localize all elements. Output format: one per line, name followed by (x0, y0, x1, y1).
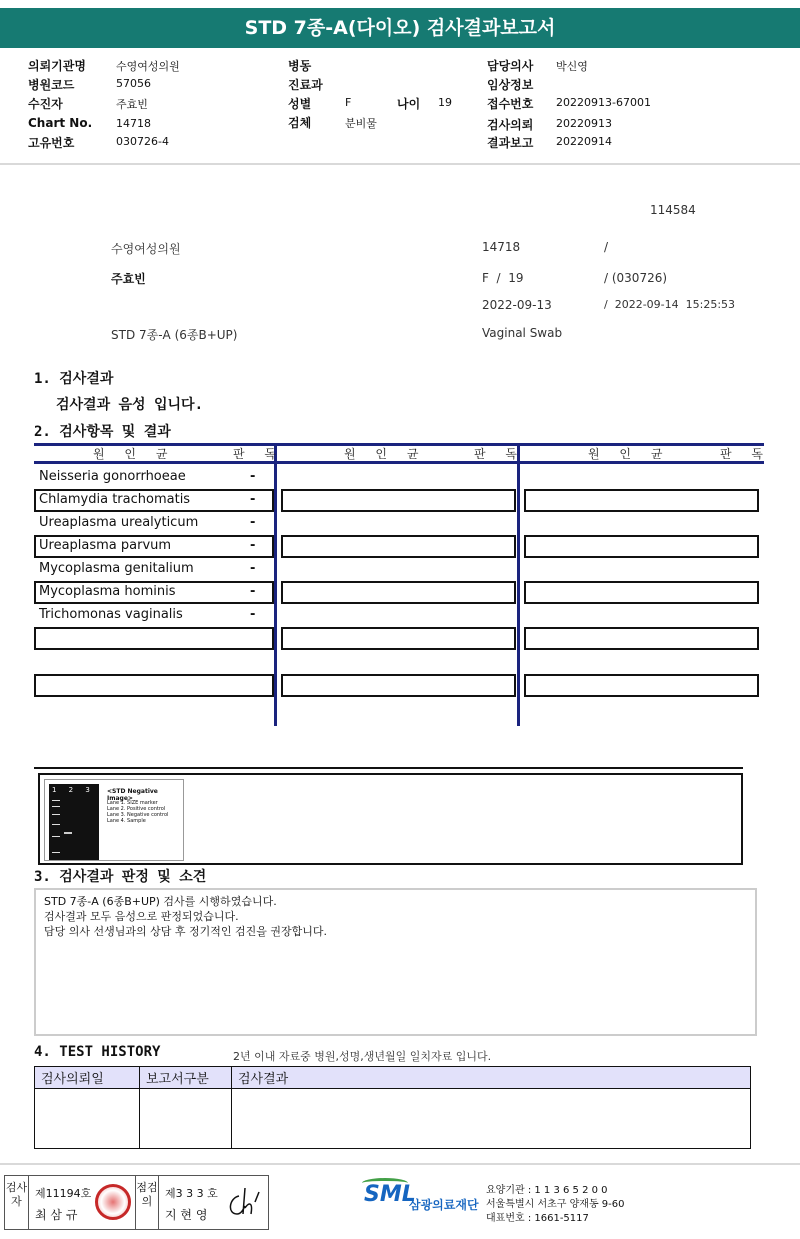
gel-lanes-panel (49, 784, 112, 860)
history-col-date: 검사의뢰일 (35, 1067, 140, 1089)
gel-legend (107, 800, 168, 824)
organism-result: - (250, 515, 256, 530)
footer-divider (0, 1163, 800, 1165)
age-value: 19 (438, 96, 452, 109)
section1-result-text: 검사결과 음성 입니다. (56, 397, 204, 413)
organism-result: - (250, 584, 256, 599)
col1-result-header: 판 독 (233, 447, 284, 461)
marker-band (52, 800, 60, 801)
header-field-value: 20220914 (556, 135, 612, 148)
report-title: STD 7종-A(다이오) 검사결과보고서 (0, 8, 800, 48)
control-band (64, 832, 72, 834)
report-patient-id: / (030726) (604, 271, 668, 285)
gel-legend-line: Lane 2. Positive control (107, 806, 166, 812)
report-chart: 14718 (482, 240, 521, 254)
gel-top-rule (34, 767, 743, 769)
empty-result-box (524, 674, 759, 697)
header-field-label: 의뢰기관명 (28, 59, 86, 73)
marker-band (52, 824, 60, 825)
tester-license-no: 제11194호 (35, 1187, 92, 1200)
header-field-value: 57056 (116, 77, 151, 90)
gel-lane-numbers: 1 2 3 4 (52, 786, 112, 794)
marker-band (52, 806, 60, 807)
organism-name: Mycoplasma hominis (39, 584, 176, 599)
approver-license-no: 제3 3 3 호 (165, 1187, 218, 1200)
report-patient: 주효빈 (111, 272, 146, 286)
marker-band (52, 852, 60, 853)
report-specimen: Vaginal Swab (482, 326, 563, 340)
sml-logo (364, 1182, 416, 1207)
report-test-name: STD 7종-A (6종B+UP) (111, 328, 238, 342)
header-field-label: 성별 (288, 97, 312, 111)
header-field-value: 14718 (116, 117, 151, 130)
section3-title: 3. 검사결과 판정 및 소견 (34, 869, 207, 885)
empty-result-box (524, 581, 759, 604)
opinion-line: STD 7종-A (6종B+UP) 검사를 시행하였습니다. (44, 895, 277, 908)
gel-image (44, 779, 184, 861)
gel-legend-line: Lane 1. SIZE marker (107, 800, 158, 806)
age-label: 나이 (397, 97, 421, 111)
organism-result: - (250, 607, 256, 622)
grid-divider-1 (274, 443, 277, 726)
header-field-label: 병원코드 (28, 78, 75, 92)
organism-name: Neisseria gonorrhoeae (39, 469, 186, 484)
report-slash: / (604, 240, 609, 254)
organism-name: Trichomonas vaginalis (39, 607, 183, 622)
opinion-box (34, 888, 757, 1036)
header-field-label: 접수번호 (487, 97, 534, 111)
header-field-label: Chart No. (28, 116, 93, 130)
gel-legend-line: Lane 3. Negative control (107, 812, 169, 818)
tester-name: 최 삼 규 (35, 1208, 78, 1222)
empty-result-box (524, 627, 759, 650)
empty-result-box (34, 674, 274, 697)
empty-result-box (281, 489, 516, 512)
report-reported-datetime: / 2022-09-14 15:25:53 (604, 298, 736, 311)
header-field-label: 결과보고 (487, 136, 534, 150)
section2-title: 2. 검사항목 및 결과 (34, 424, 171, 440)
organism-name: Ureaplasma parvum (39, 538, 172, 553)
header-field-value: F (345, 96, 352, 109)
section4-title: 4. TEST HISTORY (34, 1044, 161, 1060)
history-col-type: 보고서구분 (140, 1067, 232, 1089)
opinion-line: 담당 의사 선생님과의 상담 후 정기적인 검진을 권장합니다. (44, 925, 327, 938)
report-sex-age: F / 19 (482, 271, 524, 285)
address-block (486, 1184, 625, 1226)
gel-image-frame (38, 773, 743, 865)
history-table (34, 1066, 751, 1149)
tester-label: 검사자 (5, 1176, 29, 1229)
tester-seal-icon (95, 1184, 131, 1220)
empty-result-box (524, 489, 759, 512)
grid-divider-2 (517, 443, 520, 726)
col2-organism-header: 원 인 균 (344, 447, 427, 461)
logo-swoosh-icon (362, 1178, 408, 1188)
header-field-value: 수영여성의원 (116, 60, 180, 73)
org-name: 삼광의료재단 (409, 1198, 479, 1212)
header-field-value: 주효빈 (116, 98, 148, 111)
signature-box (4, 1175, 269, 1230)
gel-legend-line: Lane 4. Sample (107, 818, 146, 824)
col1-organism-header: 원 인 균 (93, 447, 176, 461)
report-hospital: 수영여성의원 (111, 242, 181, 256)
section4-note: 2년 이내 자료중 병원,성명,생년월일 일치자료 입니다. (233, 1050, 492, 1063)
organism-result: - (250, 492, 256, 507)
organism-result: - (250, 469, 256, 484)
gel-image-title: <STD Negative Image> (107, 788, 158, 802)
report-received-date: 2022-09-13 (482, 298, 552, 312)
header-field-label: 수진자 (28, 97, 63, 111)
empty-result-box (34, 627, 274, 650)
marker-band (52, 836, 60, 837)
address-line: 대표번호 : 1661-5117 (486, 1213, 589, 1224)
empty-result-box (281, 674, 516, 697)
empty-result-box (524, 535, 759, 558)
header-field-label: 검사의뢰 (487, 118, 534, 132)
marker-band (52, 814, 60, 815)
header-field-value: 030726-4 (116, 135, 169, 148)
organism-result: - (250, 561, 256, 576)
empty-result-box (281, 535, 516, 558)
history-header-row (35, 1067, 751, 1089)
header-field-label: 병동 (288, 59, 312, 73)
empty-result-box (281, 581, 516, 604)
header-field-value: 20220913 (556, 117, 612, 130)
header-divider (0, 163, 800, 165)
organism-name: Ureaplasma urealyticum (39, 515, 199, 530)
report-id: 114584 (650, 203, 696, 217)
approver-label: 점검의 (135, 1176, 159, 1229)
header-field-label: 담당의사 (487, 59, 534, 73)
section1-title: 1. 검사결과 (34, 371, 114, 387)
opinion-line: 검사결과 모두 음성으로 판정되었습니다. (44, 910, 239, 923)
header-field-label: 고유번호 (28, 136, 75, 150)
header-field-value: 분비물 (345, 117, 377, 130)
header-field-label: 임상정보 (487, 78, 534, 92)
header-field-label: 진료과 (288, 78, 323, 92)
col3-organism-header: 원 인 균 (588, 447, 671, 461)
history-empty-row (35, 1089, 751, 1149)
header-field-label: 검체 (288, 116, 312, 130)
sml-logo-text: SML (364, 1182, 416, 1207)
address-line: 서울특별시 서초구 양재동 9-60 (486, 1199, 625, 1210)
organism-result: - (250, 538, 256, 553)
empty-result-box (281, 627, 516, 650)
col3-result-header: 판 독 (720, 447, 771, 461)
address-line: 요양기관 : 1 1 3 6 5 2 0 0 (486, 1185, 608, 1196)
organism-name: Mycoplasma genitalium (39, 561, 194, 576)
col2-result-header: 판 독 (474, 447, 525, 461)
header-field-value: 20220913-67001 (556, 96, 651, 109)
history-col-result: 검사결과 (232, 1067, 751, 1089)
header-field-value: 박신영 (556, 60, 588, 73)
approver-name: 지 현 영 (165, 1208, 208, 1222)
approver-signature-icon (223, 1184, 263, 1222)
organism-name: Chlamydia trachomatis (39, 492, 191, 507)
